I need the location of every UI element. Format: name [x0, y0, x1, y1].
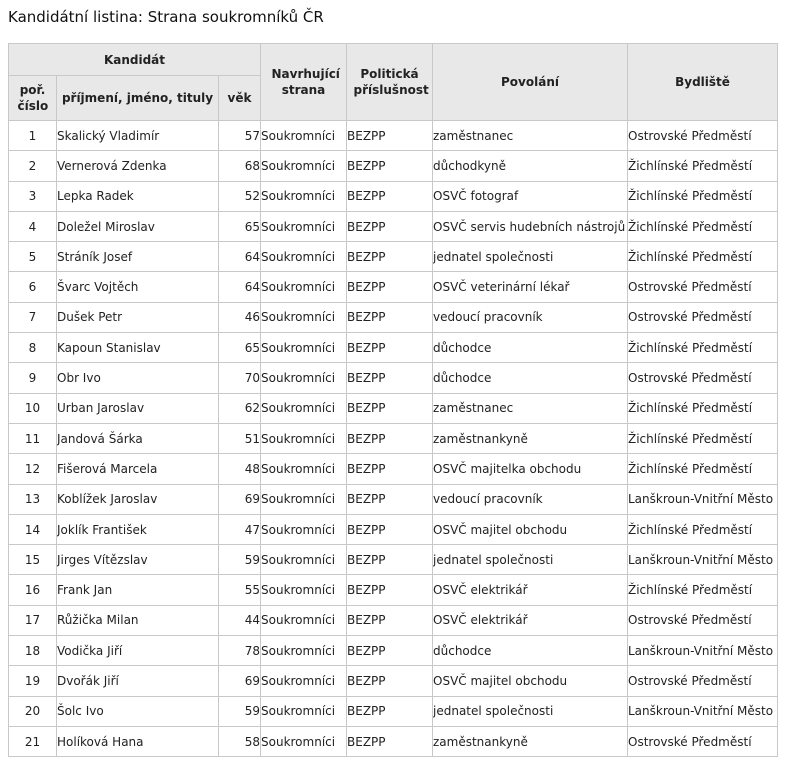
cell-vek: 68 — [219, 151, 261, 181]
cell-povolani: jednatel společnosti — [433, 545, 628, 575]
cell-navrhujici-strana: Soukromníci — [261, 696, 347, 726]
cell-povolani: OSVČ majitel obchodu — [433, 514, 628, 544]
cell-jmeno: Jandová Šárka — [57, 423, 219, 453]
cell-povolani: důchodce — [433, 333, 628, 363]
cell-jmeno: Holíková Hana — [57, 726, 219, 756]
cell-navrhujici-strana: Soukromníci — [261, 666, 347, 696]
header-navrhujici-strana — [261, 44, 347, 121]
cell-bydliste: Žichlínské Předměstí — [628, 333, 778, 363]
cell-povolani: vedoucí pracovník — [433, 302, 628, 332]
header-por-cislo-label: poř. číslo — [17, 83, 49, 113]
cell-povolani: vedoucí pracovník — [433, 484, 628, 514]
cell-vek: 48 — [219, 454, 261, 484]
cell-jmeno: Skalický Vladimír — [57, 121, 219, 151]
cell-politicka-prislusnost: BEZPP — [347, 181, 433, 211]
cell-bydliste: Žichlínské Předměstí — [628, 514, 778, 544]
table-row — [9, 605, 778, 635]
cell-vek: 58 — [219, 726, 261, 756]
cell-povolani: důchodkyně — [433, 151, 628, 181]
header-jmeno: příjmení, jméno, tituly — [57, 76, 219, 121]
cell-bydliste: Žichlínské Předměstí — [628, 423, 778, 453]
cell-vek: 46 — [219, 302, 261, 332]
cell-bydliste: Lanškroun-Vnitřní Město — [628, 696, 778, 726]
table-row — [9, 696, 778, 726]
cell-navrhujici-strana: Soukromníci — [261, 151, 347, 181]
cell-vek: 59 — [219, 545, 261, 575]
cell-jmeno: Švarc Vojtěch — [57, 272, 219, 302]
cell-poradi: 10 — [9, 393, 57, 423]
cell-vek: 47 — [219, 514, 261, 544]
cell-navrhujici-strana: Soukromníci — [261, 393, 347, 423]
cell-politicka-prislusnost: BEZPP — [347, 121, 433, 151]
cell-povolani: zaměstnankyně — [433, 423, 628, 453]
cell-poradi: 6 — [9, 272, 57, 302]
cell-navrhujici-strana: Soukromníci — [261, 545, 347, 575]
cell-politicka-prislusnost: BEZPP — [347, 636, 433, 666]
cell-poradi: 7 — [9, 302, 57, 332]
cell-poradi: 4 — [9, 211, 57, 241]
cell-jmeno: Dušek Petr — [57, 302, 219, 332]
cell-vek: 65 — [219, 333, 261, 363]
cell-bydliste: Žichlínské Předměstí — [628, 242, 778, 272]
page-title: Kandidátní listina: Strana soukromníků ČR — [8, 8, 324, 26]
cell-poradi: 9 — [9, 363, 57, 393]
cell-navrhujici-strana: Soukromníci — [261, 363, 347, 393]
cell-jmeno: Fišerová Marcela — [57, 454, 219, 484]
cell-bydliste: Žichlínské Předměstí — [628, 575, 778, 605]
cell-vek: 52 — [219, 181, 261, 211]
cell-jmeno: Kapoun Stanislav — [57, 333, 219, 363]
cell-poradi: 17 — [9, 605, 57, 635]
cell-povolani: zaměstnankyně — [433, 726, 628, 756]
table-row — [9, 726, 778, 756]
cell-povolani: důchodce — [433, 363, 628, 393]
cell-politicka-prislusnost: BEZPP — [347, 605, 433, 635]
cell-poradi: 20 — [9, 696, 57, 726]
cell-navrhujici-strana: Soukromníci — [261, 423, 347, 453]
cell-vek: 44 — [219, 605, 261, 635]
cell-jmeno: Urban Jaroslav — [57, 393, 219, 423]
table-row — [9, 363, 778, 393]
cell-vek: 55 — [219, 575, 261, 605]
cell-jmeno: Vodička Jiří — [57, 636, 219, 666]
header-bydliste: Bydliště — [628, 44, 778, 121]
cell-vek: 64 — [219, 242, 261, 272]
header-povolani: Povolání — [433, 44, 628, 121]
cell-povolani: OSVČ majitelka obchodu — [433, 454, 628, 484]
table-row — [9, 151, 778, 181]
cell-vek: 62 — [219, 393, 261, 423]
cell-politicka-prislusnost: BEZPP — [347, 242, 433, 272]
header-vek: věk — [219, 76, 261, 121]
table-row — [9, 333, 778, 363]
cell-politicka-prislusnost: BEZPP — [347, 333, 433, 363]
cell-politicka-prislusnost: BEZPP — [347, 302, 433, 332]
cell-vek: 78 — [219, 636, 261, 666]
cell-navrhujici-strana: Soukromníci — [261, 181, 347, 211]
cell-politicka-prislusnost: BEZPP — [347, 575, 433, 605]
header-politicka-prislusnost — [347, 44, 433, 121]
candidate-rows — [9, 121, 778, 757]
table-row — [9, 636, 778, 666]
cell-povolani: OSVČ fotograf — [433, 181, 628, 211]
cell-poradi: 18 — [9, 636, 57, 666]
table-row — [9, 454, 778, 484]
cell-jmeno: Joklík František — [57, 514, 219, 544]
cell-politicka-prislusnost: BEZPP — [347, 423, 433, 453]
cell-politicka-prislusnost: BEZPP — [347, 454, 433, 484]
cell-vek: 57 — [219, 121, 261, 151]
cell-politicka-prislusnost: BEZPP — [347, 726, 433, 756]
header-navrhujici-label: Navrhující strana — [271, 67, 340, 97]
cell-poradi: 19 — [9, 666, 57, 696]
cell-politicka-prislusnost: BEZPP — [347, 666, 433, 696]
cell-povolani: OSVČ elektrikář — [433, 605, 628, 635]
cell-bydliste: Žichlínské Předměstí — [628, 454, 778, 484]
cell-jmeno: Obr Ivo — [57, 363, 219, 393]
cell-navrhujici-strana: Soukromníci — [261, 484, 347, 514]
table-row — [9, 211, 778, 241]
cell-povolani: důchodce — [433, 636, 628, 666]
cell-povolani: OSVČ servis hudebních nástrojů — [433, 211, 628, 241]
cell-jmeno: Růžička Milan — [57, 605, 219, 635]
cell-politicka-prislusnost: BEZPP — [347, 484, 433, 514]
cell-povolani: zaměstnanec — [433, 393, 628, 423]
cell-vek: 65 — [219, 211, 261, 241]
cell-povolani: zaměstnanec — [433, 121, 628, 151]
table-row — [9, 514, 778, 544]
cell-poradi: 5 — [9, 242, 57, 272]
cell-poradi: 3 — [9, 181, 57, 211]
table-row — [9, 181, 778, 211]
cell-povolani: OSVČ veterinární lékař — [433, 272, 628, 302]
cell-bydliste: Lanškroun-Vnitřní Město — [628, 636, 778, 666]
cell-navrhujici-strana: Soukromníci — [261, 575, 347, 605]
cell-politicka-prislusnost: BEZPP — [347, 211, 433, 241]
cell-poradi: 16 — [9, 575, 57, 605]
cell-jmeno: Lepka Radek — [57, 181, 219, 211]
cell-poradi: 2 — [9, 151, 57, 181]
header-politicka-label: Politická příslušnost — [353, 67, 429, 97]
cell-povolani: OSVČ majitel obchodu — [433, 666, 628, 696]
cell-bydliste: Lanškroun-Vnitřní Město — [628, 545, 778, 575]
cell-navrhujici-strana: Soukromníci — [261, 211, 347, 241]
table-row — [9, 242, 778, 272]
cell-jmeno: Vernerová Zdenka — [57, 151, 219, 181]
cell-navrhujici-strana: Soukromníci — [261, 605, 347, 635]
table-row — [9, 575, 778, 605]
cell-bydliste: Žichlínské Předměstí — [628, 151, 778, 181]
cell-vek: 69 — [219, 484, 261, 514]
cell-bydliste: Ostrovské Předměstí — [628, 666, 778, 696]
table-row — [9, 393, 778, 423]
cell-politicka-prislusnost: BEZPP — [347, 363, 433, 393]
cell-jmeno: Frank Jan — [57, 575, 219, 605]
cell-jmeno: Dvořák Jiří — [57, 666, 219, 696]
cell-poradi: 8 — [9, 333, 57, 363]
cell-jmeno: Jirges Vítězslav — [57, 545, 219, 575]
cell-jmeno: Šolc Ivo — [57, 696, 219, 726]
cell-politicka-prislusnost: BEZPP — [347, 545, 433, 575]
cell-navrhujici-strana: Soukromníci — [261, 636, 347, 666]
cell-bydliste: Lanškroun-Vnitřní Město — [628, 484, 778, 514]
cell-navrhujici-strana: Soukromníci — [261, 454, 347, 484]
cell-navrhujici-strana: Soukromníci — [261, 302, 347, 332]
cell-navrhujici-strana: Soukromníci — [261, 333, 347, 363]
cell-povolani: jednatel společnosti — [433, 242, 628, 272]
cell-politicka-prislusnost: BEZPP — [347, 393, 433, 423]
cell-poradi: 13 — [9, 484, 57, 514]
table-row — [9, 545, 778, 575]
table-row — [9, 272, 778, 302]
cell-navrhujici-strana: Soukromníci — [261, 726, 347, 756]
cell-bydliste: Žichlínské Předměstí — [628, 211, 778, 241]
candidate-table — [8, 43, 778, 757]
cell-povolani: OSVČ elektrikář — [433, 575, 628, 605]
cell-bydliste: Žichlínské Předměstí — [628, 181, 778, 211]
cell-bydliste: Ostrovské Předměstí — [628, 363, 778, 393]
cell-politicka-prislusnost: BEZPP — [347, 272, 433, 302]
cell-bydliste: Žichlínské Předměstí — [628, 393, 778, 423]
cell-poradi: 1 — [9, 121, 57, 151]
cell-poradi: 15 — [9, 545, 57, 575]
cell-poradi: 12 — [9, 454, 57, 484]
cell-vek: 69 — [219, 666, 261, 696]
table-row — [9, 302, 778, 332]
table-row — [9, 121, 778, 151]
cell-bydliste: Ostrovské Předměstí — [628, 605, 778, 635]
cell-poradi: 14 — [9, 514, 57, 544]
table-row — [9, 484, 778, 514]
cell-bydliste: Ostrovské Předměstí — [628, 272, 778, 302]
cell-vek: 64 — [219, 272, 261, 302]
cell-jmeno: Doležel Miroslav — [57, 211, 219, 241]
cell-poradi: 21 — [9, 726, 57, 756]
header-por-cislo — [9, 76, 57, 121]
table-row — [9, 666, 778, 696]
cell-navrhujici-strana: Soukromníci — [261, 121, 347, 151]
cell-jmeno: Stráník Josef — [57, 242, 219, 272]
cell-navrhujici-strana: Soukromníci — [261, 242, 347, 272]
table-row — [9, 423, 778, 453]
cell-navrhujici-strana: Soukromníci — [261, 272, 347, 302]
cell-navrhujici-strana: Soukromníci — [261, 514, 347, 544]
cell-bydliste: Ostrovské Předměstí — [628, 121, 778, 151]
cell-jmeno: Koblížek Jaroslav — [57, 484, 219, 514]
cell-politicka-prislusnost: BEZPP — [347, 696, 433, 726]
cell-vek: 70 — [219, 363, 261, 393]
header-kandidat: Kandidát — [9, 44, 261, 76]
cell-politicka-prislusnost: BEZPP — [347, 514, 433, 544]
cell-bydliste: Ostrovské Předměstí — [628, 726, 778, 756]
cell-poradi: 11 — [9, 423, 57, 453]
cell-vek: 51 — [219, 423, 261, 453]
cell-povolani: jednatel společnosti — [433, 696, 628, 726]
cell-vek: 59 — [219, 696, 261, 726]
cell-bydliste: Ostrovské Předměstí — [628, 302, 778, 332]
cell-politicka-prislusnost: BEZPP — [347, 151, 433, 181]
